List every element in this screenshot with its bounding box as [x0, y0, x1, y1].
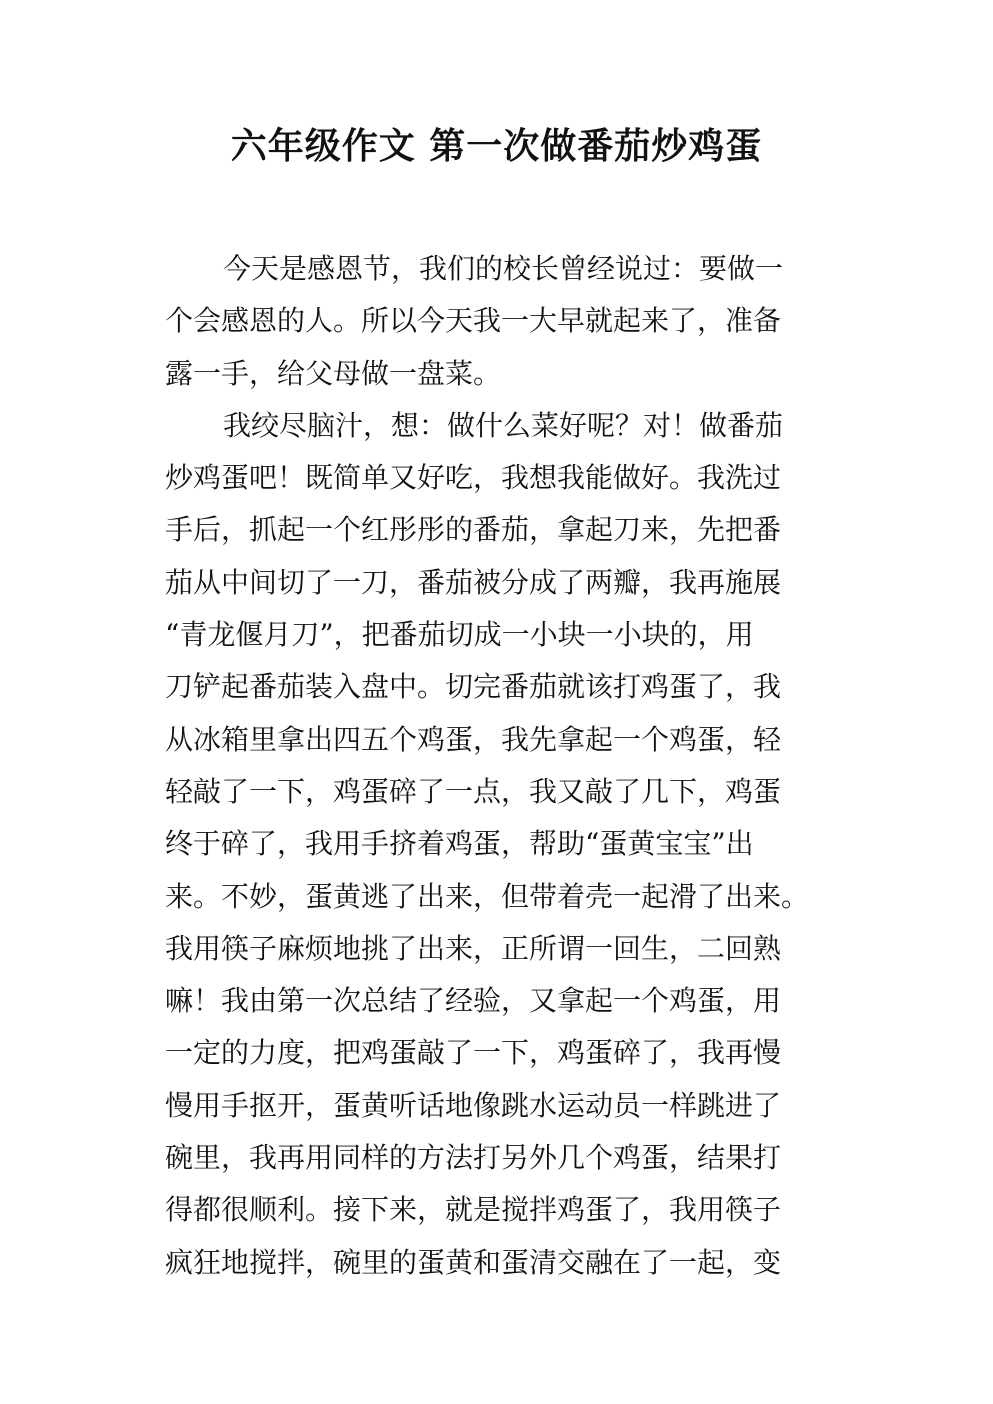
paragraph-2-line: 得都很顺利。接下来，就是搅拌鸡蛋了，我用筷子: [165, 1193, 782, 1227]
paragraph-2-line: 终于碎了，我用手挤着鸡蛋，帮助“蛋黄宝宝”出: [165, 827, 754, 861]
paragraph-2-line: 炒鸡蛋吧！既简单又好吃，我想我能做好。我洗过: [165, 461, 782, 495]
paragraph-2-line: 嘛！我由第一次总结了经验，又拿起一个鸡蛋，用: [165, 984, 782, 1018]
paragraph-2-line: 从冰箱里拿出四五个鸡蛋，我先拿起一个鸡蛋，轻: [165, 722, 782, 756]
paragraph-2-line: 一定的力度，把鸡蛋敲了一下，鸡蛋碎了，我再慢: [165, 1036, 782, 1070]
paragraph-2-line: 碗里，我再用同样的方法打另外几个鸡蛋，结果打: [165, 1141, 782, 1175]
paragraph-2-line: 手后，抓起一个红彤彤的番茄，拿起刀来，先把番: [165, 513, 782, 547]
paragraph-1-line: 露一手，给父母做一盘菜。: [165, 356, 502, 390]
essay-body: [165, 243, 840, 1289]
paragraph-2-line: “青龙偃月刀”，把番茄切成一小块一小块的，用: [165, 618, 754, 652]
paragraph-1-line: 今天是感恩节，我们的校长曾经说过：要做一: [223, 252, 784, 285]
paragraph-2-line: 刀铲起番茄装入盘中。切完番茄就该打鸡蛋了，我: [165, 670, 782, 704]
paragraph-2-line: 茄从中间切了一刀，番茄被分成了两瓣，我再施展: [165, 565, 782, 599]
paragraph-2-line: 来。不妙，蛋黄逃了出来，但带着壳一起滑了出来。: [165, 879, 810, 913]
paragraph-2-line: 疯狂地搅拌，碗里的蛋黄和蛋清交融在了一起，变: [165, 1245, 782, 1279]
paragraph-2-line: 慢用手抠开，蛋黄听话地像跳水运动员一样跳进了: [165, 1088, 782, 1122]
paragraph-2-line: 我用筷子麻烦地挑了出来，正所谓一回生，二回熟: [165, 931, 782, 965]
paragraph-1-line: 个会感恩的人。所以今天我一大早就起来了，准备: [165, 304, 782, 338]
paragraph-2-line: 我绞尽脑汁，想：做什么菜好呢？对！做番茄: [223, 408, 784, 442]
document-title: 六年级作文 第一次做番茄炒鸡蛋: [230, 126, 763, 167]
paragraph-2-line: 轻敲了一下，鸡蛋碎了一点，我又敲了几下，鸡蛋: [165, 774, 782, 808]
